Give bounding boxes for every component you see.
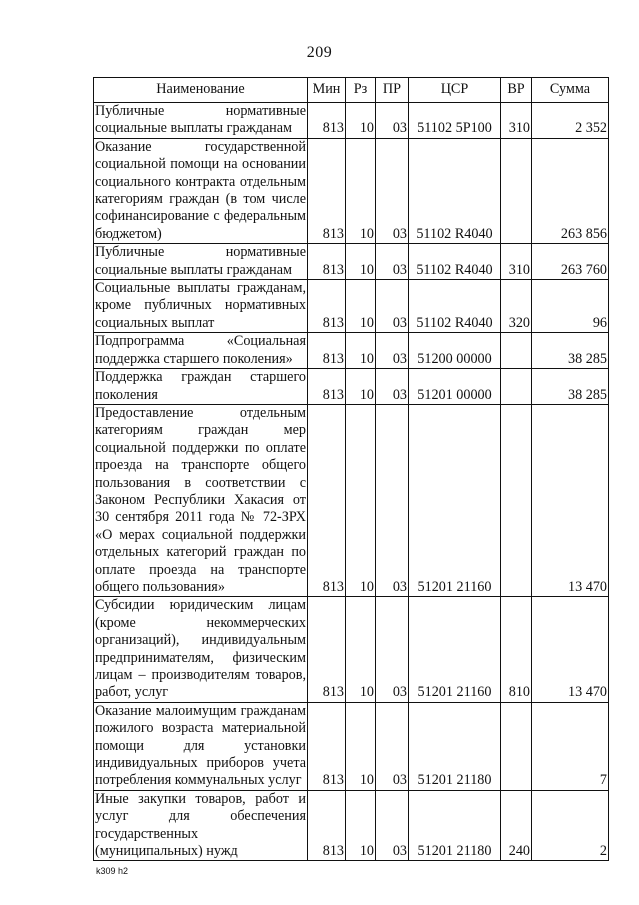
header-pr: ПР	[376, 78, 409, 103]
cell-min: 813	[308, 103, 346, 139]
cell-name: Субсидии юридическим лицам (кроме некоммерческих организаций), индивидуальным предпринимателям, физическим лицам – производителям товаров, работ, услуг	[95, 597, 306, 701]
cell-sum: 2 352	[532, 103, 609, 139]
cell-pr: 03	[376, 404, 409, 596]
cell-min: 813	[308, 369, 346, 405]
cell-pr: 03	[376, 369, 409, 405]
cell-vr: 240	[501, 790, 532, 861]
cell-sum: 96	[532, 280, 609, 333]
cell-csr: 51102 R4040	[409, 280, 501, 333]
cell-sum: 13 470	[532, 404, 609, 596]
cell-sum: 263 856	[532, 138, 609, 243]
cell-pr: 03	[376, 280, 409, 333]
cell-min: 813	[308, 597, 346, 702]
header-vr: ВР	[501, 78, 532, 103]
cell-name: Публичные нормативные социальные выплаты гражданам	[95, 244, 306, 278]
cell-rz: 10	[346, 138, 376, 243]
cell-rz: 10	[346, 103, 376, 139]
cell-sum: 13 470	[532, 597, 609, 702]
cell-pr: 03	[376, 790, 409, 861]
cell-min: 813	[308, 333, 346, 369]
cell-rz: 10	[346, 702, 376, 790]
cell-min: 813	[308, 138, 346, 243]
cell-csr: 51201 21160	[409, 404, 501, 596]
cell-sum: 38 285	[532, 333, 609, 369]
cell-csr: 51201 21180	[409, 790, 501, 861]
cell-rz: 10	[346, 369, 376, 405]
table-row	[94, 790, 609, 861]
cell-name: Оказание государственной социальной помощи на основании социального контракта отдельным категориям граждан (в том числе софинансирование с федеральным бюджетом)	[95, 138, 306, 242]
cell-name: Предоставление отдельным категориям граждан мер социальной поддержки по оплате проезда на транспорте общего пользования в соответствии с Законом Республики Хакасия от 30 сентября 2011 года № 72-ЗРХ «О мерах социальной поддержки отдельных категорий граждан по оплате проезда на транспорте общего пользования»	[95, 404, 306, 595]
cell-min: 813	[308, 790, 346, 861]
cell-rz: 10	[346, 244, 376, 280]
header-name: Наименование	[94, 78, 308, 103]
cell-sum: 7	[532, 702, 609, 790]
table-row	[94, 138, 609, 243]
cell-name: Иные закупки товаров, работ и услуг для обеспечения государственных (муниципальных) нужд	[95, 790, 306, 860]
cell-vr	[501, 404, 532, 596]
cell-vr	[501, 333, 532, 369]
table-row	[94, 702, 609, 790]
page-number: 209	[306, 44, 333, 61]
cell-sum: 2	[532, 790, 609, 861]
cell-vr	[501, 138, 532, 243]
cell-pr: 03	[376, 333, 409, 369]
cell-vr	[501, 702, 532, 790]
table-row	[94, 597, 609, 702]
table-row	[94, 404, 609, 596]
cell-csr: 51200 00000	[409, 333, 501, 369]
cell-pr: 03	[376, 597, 409, 702]
cell-rz: 10	[346, 790, 376, 861]
cell-vr: 320	[501, 280, 532, 333]
cell-name: Поддержка граждан старшего поколения	[95, 369, 306, 403]
cell-pr: 03	[376, 244, 409, 280]
cell-sum: 38 285	[532, 369, 609, 405]
cell-pr: 03	[376, 702, 409, 790]
cell-csr: 51102 5P100	[409, 103, 501, 139]
budget-table	[93, 77, 609, 861]
header-sum: Сумма	[532, 78, 609, 103]
cell-min: 813	[308, 244, 346, 280]
cell-rz: 10	[346, 404, 376, 596]
cell-name: Подпрограмма «Социальная поддержка старшего поколения»	[95, 333, 306, 367]
cell-rz: 10	[346, 597, 376, 702]
cell-csr: 51102 R4040	[409, 244, 501, 280]
table-body	[94, 103, 609, 861]
table-row	[94, 333, 609, 369]
cell-sum: 263 760	[532, 244, 609, 280]
cell-vr: 310	[501, 244, 532, 280]
cell-name: Оказание малоимущим гражданам пожилого возраста материальной помощи для установки индивидуальных приборов учета потребления коммунальных услуг	[95, 702, 306, 789]
table-header-row	[94, 78, 609, 103]
cell-vr	[501, 369, 532, 405]
cell-min: 813	[308, 280, 346, 333]
table-row	[94, 280, 609, 333]
cell-min: 813	[308, 404, 346, 596]
cell-rz: 10	[346, 333, 376, 369]
cell-csr: 51201 21160	[409, 597, 501, 702]
cell-vr: 310	[501, 103, 532, 139]
table-row	[94, 103, 609, 139]
footer-code: k309 h2	[96, 866, 129, 876]
header-rz: Рз	[346, 78, 376, 103]
header-min: Мин	[308, 78, 346, 103]
table-row	[94, 244, 609, 280]
cell-rz: 10	[346, 280, 376, 333]
cell-name: Публичные нормативные социальные выплаты гражданам	[95, 103, 306, 137]
cell-csr: 51201 21180	[409, 702, 501, 790]
cell-vr: 810	[501, 597, 532, 702]
header-csr: ЦСР	[409, 78, 501, 103]
cell-pr: 03	[376, 103, 409, 139]
table-row	[94, 369, 609, 405]
cell-csr: 51201 00000	[409, 369, 501, 405]
cell-min: 813	[308, 702, 346, 790]
cell-csr: 51102 R4040	[409, 138, 501, 243]
cell-pr: 03	[376, 138, 409, 243]
cell-name: Социальные выплаты гражданам, кроме публичных нормативных социальных выплат	[95, 280, 306, 331]
